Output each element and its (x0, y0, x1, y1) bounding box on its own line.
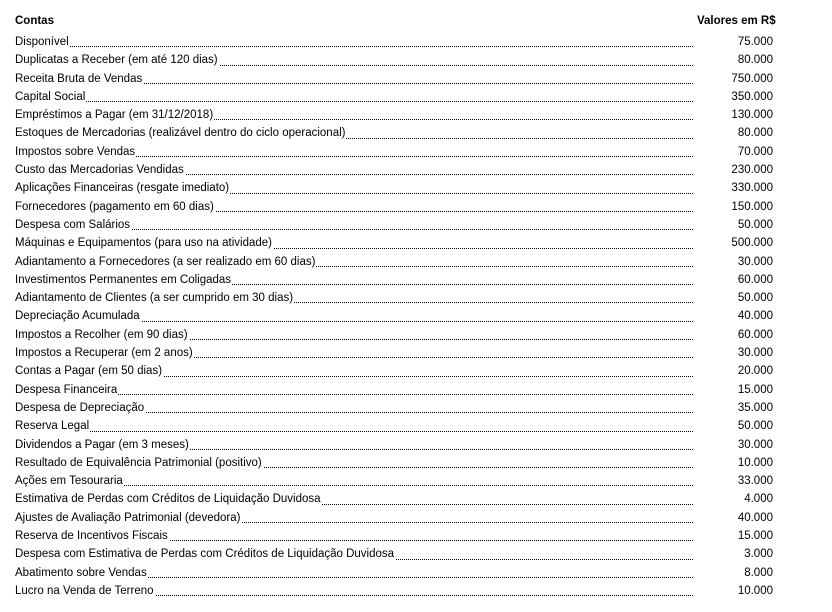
account-label: Contas a Pagar (em 50 dias) (15, 365, 163, 378)
account-value: 75.000 (737, 36, 773, 48)
account-value: 20.000 (737, 365, 773, 378)
account-label-cell (15, 51, 693, 69)
account-value: 60.000 (737, 328, 773, 341)
account-label-cell (15, 399, 693, 417)
table-row (15, 33, 785, 51)
table-row (15, 234, 785, 252)
table-row (15, 326, 785, 344)
account-label: Duplicatas a Receber (em até 120 dias) (15, 54, 218, 67)
account-label: Estimativa de Perdas com Créditos de Liquidação Duvidosa (15, 493, 321, 506)
account-label-cell (15, 33, 693, 51)
account-label-cell (15, 179, 693, 197)
account-value: 30.000 (737, 347, 773, 360)
account-label: Capital Social (15, 90, 86, 103)
dotted-leader (15, 46, 693, 47)
account-value: 50.000 (737, 218, 773, 231)
account-label: Lucro na Venda de Terreno (15, 584, 154, 597)
account-label: Investimentos Permanentes em Coligadas (15, 273, 232, 286)
account-label: Dividendos a Pagar (em 3 meses) (15, 438, 189, 451)
account-value: 35.000 (737, 401, 773, 414)
dotted-leader (15, 431, 693, 432)
account-label: Despesa com Salários (15, 218, 131, 231)
account-value: 30.000 (737, 438, 773, 451)
account-label: Resultado de Equivalência Patrimonial (positivo) (15, 456, 262, 469)
account-value: 15.000 (737, 530, 773, 543)
account-value: 15.000 (737, 383, 773, 396)
table-row (15, 381, 785, 399)
account-label-cell (15, 472, 693, 490)
account-label: Receita Bruta de Vendas (15, 72, 143, 85)
account-value: 40.000 (737, 511, 773, 524)
account-label: Impostos a Recuperar (em 2 anos) (15, 347, 193, 360)
table-row (15, 509, 785, 527)
account-label-cell (15, 509, 693, 527)
account-value: 330.000 (731, 182, 773, 195)
account-label: Impostos sobre Vendas (15, 145, 136, 158)
table-row (15, 253, 785, 271)
table-row (15, 307, 785, 325)
account-value: 4.000 (744, 493, 773, 506)
table-row (15, 51, 785, 69)
account-label: Adiantamento de Clientes (a ser cumprido em 30 dias) (15, 292, 294, 305)
table-row (15, 564, 785, 582)
account-label: Reserva Legal (15, 420, 90, 433)
table-row (15, 143, 785, 161)
account-label: Depreciação Acumulada (15, 310, 140, 323)
account-label-cell (15, 362, 693, 380)
account-label: Fornecedores (pagamento em 60 dias) (15, 200, 214, 213)
account-label: Abatimento sobre Vendas (15, 566, 147, 579)
account-label-cell (15, 545, 693, 563)
account-value: 130.000 (731, 109, 773, 122)
account-label: Disponível (15, 36, 69, 48)
table-row (15, 582, 785, 600)
account-value: 10.000 (737, 584, 773, 597)
account-label-cell (15, 143, 693, 161)
account-label: Ações em Tesouraria (15, 475, 123, 488)
account-label-cell (15, 564, 693, 582)
account-label-cell (15, 436, 693, 454)
account-label-cell (15, 253, 693, 271)
account-value: 80.000 (737, 54, 773, 67)
accounts-table (15, 13, 785, 600)
table-row (15, 454, 785, 472)
account-value: 40.000 (737, 310, 773, 323)
table-row (15, 490, 785, 508)
account-label-cell (15, 216, 693, 234)
account-value: 50.000 (737, 292, 773, 305)
account-value: 230.000 (731, 164, 773, 177)
account-label: Adiantamento a Fornecedores (a ser realizado em 60 dias) (15, 255, 316, 268)
account-label-cell (15, 198, 693, 216)
account-value: 150.000 (731, 200, 773, 213)
account-label-cell (15, 490, 693, 508)
table-row (15, 271, 785, 289)
dotted-leader (15, 101, 693, 102)
account-value: 33.000 (737, 475, 773, 488)
account-label: Despesa de Depreciação (15, 401, 145, 414)
account-label-cell (15, 161, 693, 179)
account-label: Custo das Mercadorias Vendidas (15, 164, 184, 177)
table-row (15, 417, 785, 435)
table-row (15, 344, 785, 362)
account-label: Estoques de Mercadorias (realizável dentro do ciclo operacional) (15, 127, 346, 140)
account-label-cell (15, 271, 693, 289)
account-value: 10.000 (737, 456, 773, 469)
table-row (15, 106, 785, 124)
table-row (15, 161, 785, 179)
account-label-cell (15, 307, 693, 325)
account-label-cell (15, 417, 693, 435)
values-column-header: Valores em R$ (697, 15, 776, 27)
table-row (15, 362, 785, 380)
account-label-cell (15, 234, 693, 252)
account-value: 60.000 (737, 273, 773, 286)
account-label-cell (15, 454, 693, 472)
account-label-cell (15, 381, 693, 399)
account-label-cell (15, 582, 693, 600)
account-label-cell (15, 326, 693, 344)
table-row (15, 88, 785, 106)
account-label-cell (15, 289, 693, 307)
table-row (15, 198, 785, 216)
account-label-cell (15, 124, 693, 142)
table-row (15, 289, 785, 307)
accounts-list (15, 33, 785, 600)
table-row (15, 179, 785, 197)
accounts-column-header: Contas (15, 15, 54, 27)
account-value: 750.000 (731, 72, 773, 85)
table-row (15, 527, 785, 545)
account-label: Despesa com Estimativa de Perdas com Créditos de Liquidação Duvidosa (15, 548, 395, 561)
account-label-cell (15, 106, 693, 124)
account-value: 8.000 (744, 566, 773, 579)
table-row (15, 216, 785, 234)
account-value: 500.000 (731, 237, 773, 250)
account-value: 70.000 (737, 145, 773, 158)
account-value: 80.000 (737, 127, 773, 140)
account-label-cell (15, 70, 693, 88)
account-label: Empréstimos a Pagar (em 31/12/2018) (15, 109, 214, 122)
account-value: 50.000 (737, 420, 773, 433)
table-row (15, 472, 785, 490)
account-label-cell (15, 527, 693, 545)
account-value: 30.000 (737, 255, 773, 268)
account-label-cell (15, 88, 693, 106)
table-row (15, 124, 785, 142)
table-row (15, 399, 785, 417)
table-header (15, 13, 785, 33)
account-value: 350.000 (731, 90, 773, 103)
account-value: 3.000 (744, 548, 773, 561)
table-row (15, 545, 785, 563)
table-row (15, 436, 785, 454)
table-row (15, 70, 785, 88)
account-label: Ajustes de Avaliação Patrimonial (devedora) (15, 511, 241, 524)
account-label: Aplicações Financeiras (resgate imediato) (15, 182, 230, 195)
account-label-cell (15, 344, 693, 362)
account-label: Impostos a Recolher (em 90 dias) (15, 328, 188, 341)
account-label: Máquinas e Equipamentos (para uso na atividade) (15, 237, 272, 250)
account-label: Reserva de Incentivos Fiscais (15, 530, 168, 543)
account-label: Despesa Financeira (15, 383, 118, 396)
